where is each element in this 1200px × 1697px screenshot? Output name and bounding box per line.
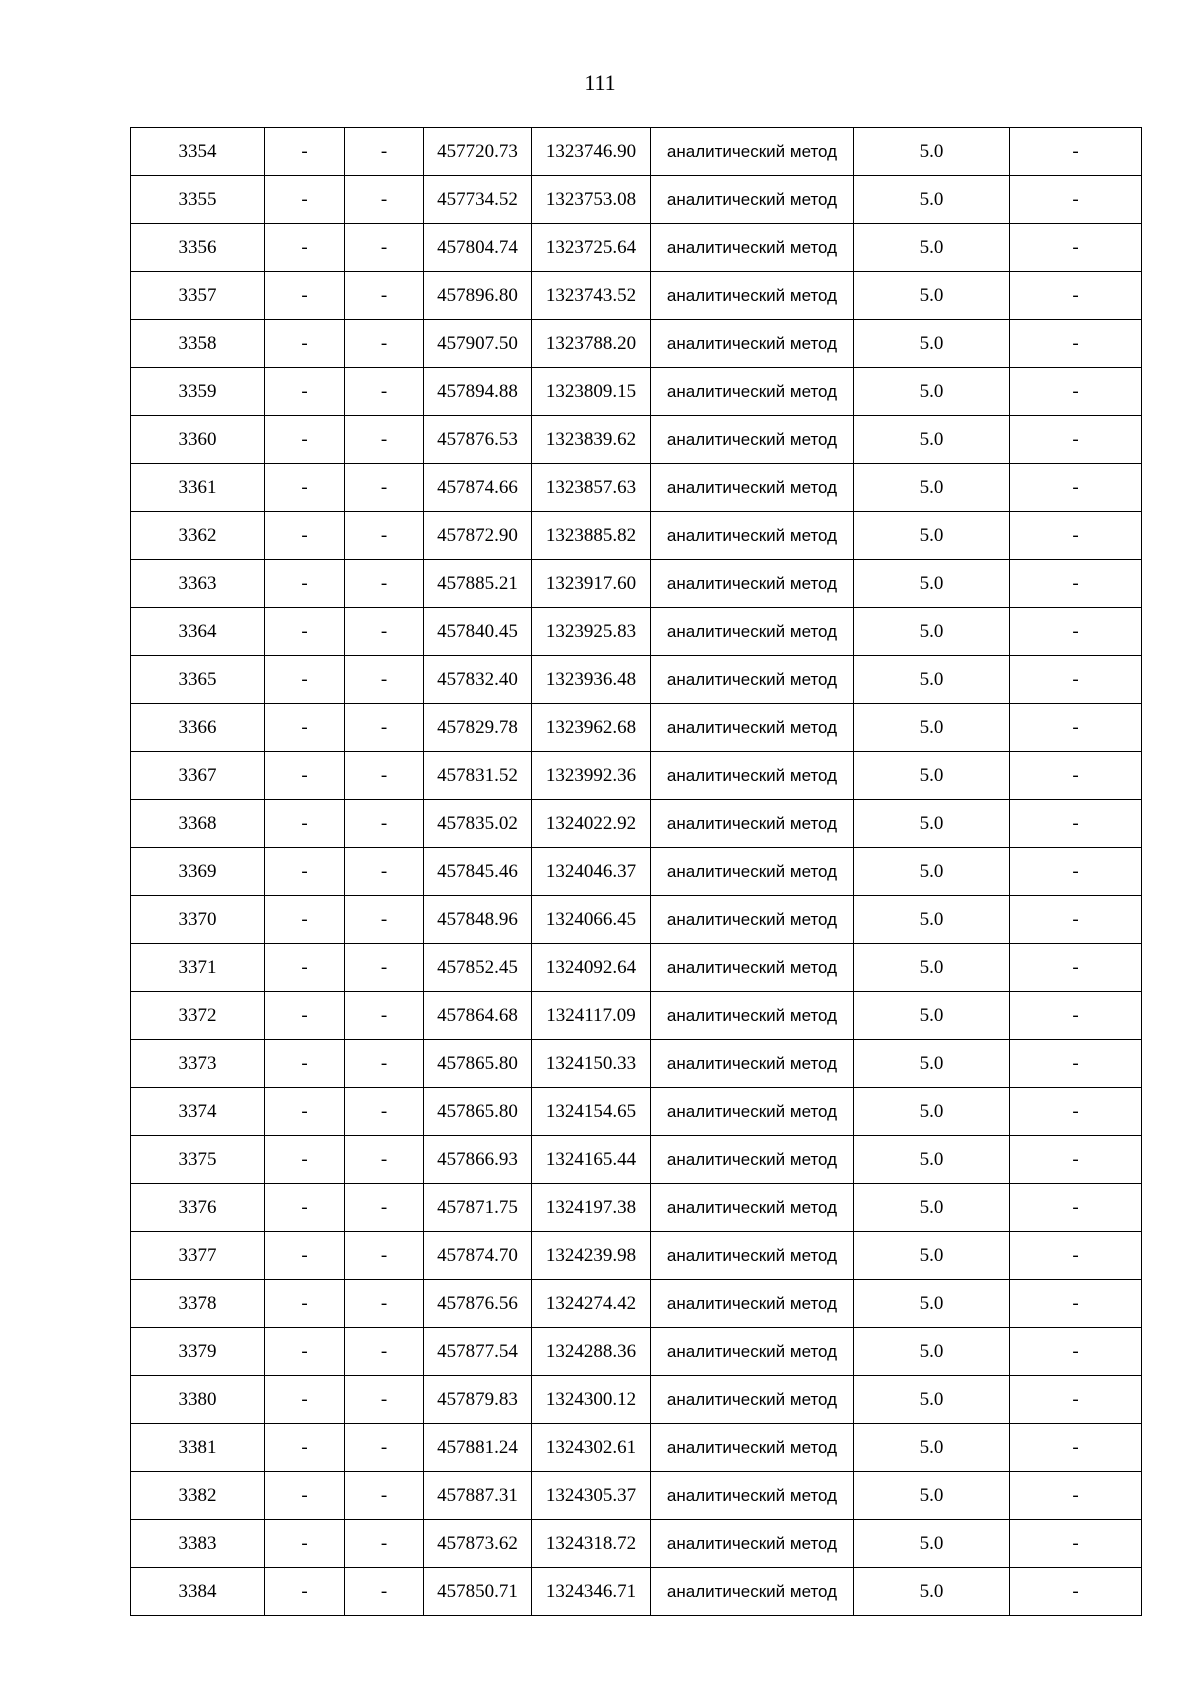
cell-column-2: - (265, 848, 345, 896)
cell-point-number: 3384 (131, 1568, 265, 1616)
cell-x-coordinate: 457845.46 (424, 848, 532, 896)
cell-column-3: - (345, 1568, 424, 1616)
table-row (131, 704, 1142, 752)
table-row (131, 1232, 1142, 1280)
cell-point-number: 3372 (131, 992, 265, 1040)
cell-y-coordinate: 1323885.82 (532, 512, 651, 560)
cell-y-coordinate: 1323917.60 (532, 560, 651, 608)
cell-column-8: - (1010, 1232, 1142, 1280)
cell-y-coordinate: 1323753.08 (532, 176, 651, 224)
table-row (131, 752, 1142, 800)
table-row (131, 1424, 1142, 1472)
cell-column-3: - (345, 1040, 424, 1088)
cell-y-coordinate: 1324154.65 (532, 1088, 651, 1136)
cell-y-coordinate: 1324239.98 (532, 1232, 651, 1280)
cell-column-8: - (1010, 752, 1142, 800)
cell-column-8: - (1010, 560, 1142, 608)
cell-precision: 5.0 (854, 1088, 1010, 1136)
cell-column-3: - (345, 848, 424, 896)
cell-precision: 5.0 (854, 1328, 1010, 1376)
cell-column-3: - (345, 1184, 424, 1232)
table-row (131, 992, 1142, 1040)
cell-column-3: - (345, 896, 424, 944)
cell-column-8: - (1010, 1136, 1142, 1184)
cell-column-2: - (265, 320, 345, 368)
table-row (131, 1088, 1142, 1136)
cell-method: аналитический метод (651, 992, 854, 1040)
cell-method: аналитический метод (651, 1376, 854, 1424)
cell-column-3: - (345, 944, 424, 992)
cell-point-number: 3378 (131, 1280, 265, 1328)
cell-x-coordinate: 457907.50 (424, 320, 532, 368)
cell-precision: 5.0 (854, 1136, 1010, 1184)
table-row (131, 1376, 1142, 1424)
cell-method: аналитический метод (651, 1328, 854, 1376)
cell-y-coordinate: 1324288.36 (532, 1328, 651, 1376)
cell-y-coordinate: 1324092.64 (532, 944, 651, 992)
table-body (131, 128, 1142, 1616)
cell-point-number: 3370 (131, 896, 265, 944)
cell-column-2: - (265, 896, 345, 944)
table-row (131, 464, 1142, 512)
cell-column-2: - (265, 1568, 345, 1616)
cell-method: аналитический метод (651, 1568, 854, 1616)
cell-x-coordinate: 457885.21 (424, 560, 532, 608)
cell-precision: 5.0 (854, 1568, 1010, 1616)
cell-column-8: - (1010, 1376, 1142, 1424)
cell-column-3: - (345, 512, 424, 560)
cell-column-3: - (345, 560, 424, 608)
cell-precision: 5.0 (854, 320, 1010, 368)
cell-point-number: 3383 (131, 1520, 265, 1568)
cell-method: аналитический метод (651, 416, 854, 464)
cell-point-number: 3365 (131, 656, 265, 704)
cell-column-2: - (265, 992, 345, 1040)
cell-column-2: - (265, 560, 345, 608)
cell-column-2: - (265, 704, 345, 752)
cell-method: аналитический метод (651, 1136, 854, 1184)
cell-column-8: - (1010, 1424, 1142, 1472)
cell-x-coordinate: 457876.56 (424, 1280, 532, 1328)
cell-method: аналитический метод (651, 1280, 854, 1328)
cell-x-coordinate: 457894.88 (424, 368, 532, 416)
cell-precision: 5.0 (854, 272, 1010, 320)
cell-column-2: - (265, 1040, 345, 1088)
cell-column-2: - (265, 1424, 345, 1472)
cell-column-2: - (265, 1232, 345, 1280)
cell-column-3: - (345, 608, 424, 656)
cell-x-coordinate: 457865.80 (424, 1040, 532, 1088)
cell-method: аналитический метод (651, 1520, 854, 1568)
cell-column-8: - (1010, 704, 1142, 752)
cell-precision: 5.0 (854, 416, 1010, 464)
cell-x-coordinate: 457852.45 (424, 944, 532, 992)
table-row (131, 560, 1142, 608)
cell-method: аналитический метод (651, 1472, 854, 1520)
cell-column-2: - (265, 1328, 345, 1376)
cell-column-3: - (345, 656, 424, 704)
cell-column-2: - (265, 1376, 345, 1424)
cell-column-8: - (1010, 1088, 1142, 1136)
cell-precision: 5.0 (854, 368, 1010, 416)
cell-precision: 5.0 (854, 1520, 1010, 1568)
cell-method: аналитический метод (651, 368, 854, 416)
cell-method: аналитический метод (651, 608, 854, 656)
cell-column-3: - (345, 416, 424, 464)
cell-column-8: - (1010, 800, 1142, 848)
cell-column-3: - (345, 176, 424, 224)
cell-column-8: - (1010, 1280, 1142, 1328)
cell-precision: 5.0 (854, 704, 1010, 752)
cell-method: аналитический метод (651, 128, 854, 176)
cell-point-number: 3371 (131, 944, 265, 992)
cell-x-coordinate: 457832.40 (424, 656, 532, 704)
cell-x-coordinate: 457876.53 (424, 416, 532, 464)
cell-y-coordinate: 1323725.64 (532, 224, 651, 272)
cell-method: аналитический метод (651, 944, 854, 992)
table-row (131, 368, 1142, 416)
cell-x-coordinate: 457720.73 (424, 128, 532, 176)
cell-y-coordinate: 1323925.83 (532, 608, 651, 656)
cell-column-8: - (1010, 896, 1142, 944)
cell-point-number: 3360 (131, 416, 265, 464)
cell-column-2: - (265, 1088, 345, 1136)
cell-point-number: 3356 (131, 224, 265, 272)
cell-column-3: - (345, 1376, 424, 1424)
cell-point-number: 3354 (131, 128, 265, 176)
coordinates-table (130, 127, 1142, 1616)
cell-column-8: - (1010, 1472, 1142, 1520)
cell-precision: 5.0 (854, 1424, 1010, 1472)
cell-y-coordinate: 1324197.38 (532, 1184, 651, 1232)
cell-x-coordinate: 457874.66 (424, 464, 532, 512)
cell-x-coordinate: 457879.83 (424, 1376, 532, 1424)
table-row (131, 896, 1142, 944)
cell-method: аналитический метод (651, 1088, 854, 1136)
cell-y-coordinate: 1324302.61 (532, 1424, 651, 1472)
cell-precision: 5.0 (854, 128, 1010, 176)
cell-column-8: - (1010, 992, 1142, 1040)
cell-point-number: 3369 (131, 848, 265, 896)
cell-column-3: - (345, 1328, 424, 1376)
cell-y-coordinate: 1324318.72 (532, 1520, 651, 1568)
cell-column-8: - (1010, 272, 1142, 320)
cell-x-coordinate: 457872.90 (424, 512, 532, 560)
cell-y-coordinate: 1323857.63 (532, 464, 651, 512)
cell-precision: 5.0 (854, 1184, 1010, 1232)
cell-precision: 5.0 (854, 848, 1010, 896)
cell-column-8: - (1010, 176, 1142, 224)
cell-precision: 5.0 (854, 1376, 1010, 1424)
cell-method: аналитический метод (651, 320, 854, 368)
cell-column-2: - (265, 224, 345, 272)
table-row (131, 1520, 1142, 1568)
cell-column-3: - (345, 224, 424, 272)
cell-column-2: - (265, 800, 345, 848)
cell-point-number: 3373 (131, 1040, 265, 1088)
cell-point-number: 3380 (131, 1376, 265, 1424)
cell-x-coordinate: 457865.80 (424, 1088, 532, 1136)
cell-point-number: 3359 (131, 368, 265, 416)
cell-precision: 5.0 (854, 896, 1010, 944)
cell-column-2: - (265, 944, 345, 992)
cell-column-8: - (1010, 512, 1142, 560)
cell-x-coordinate: 457866.93 (424, 1136, 532, 1184)
cell-point-number: 3379 (131, 1328, 265, 1376)
cell-column-2: - (265, 416, 345, 464)
cell-column-3: - (345, 464, 424, 512)
cell-column-2: - (265, 656, 345, 704)
cell-y-coordinate: 1324150.33 (532, 1040, 651, 1088)
table-row (131, 800, 1142, 848)
cell-column-3: - (345, 1232, 424, 1280)
cell-column-2: - (265, 608, 345, 656)
table-row (131, 848, 1142, 896)
cell-method: аналитический метод (651, 272, 854, 320)
cell-column-8: - (1010, 416, 1142, 464)
cell-x-coordinate: 457874.70 (424, 1232, 532, 1280)
cell-method: аналитический метод (651, 656, 854, 704)
cell-column-2: - (265, 1184, 345, 1232)
cell-precision: 5.0 (854, 1280, 1010, 1328)
cell-method: аналитический метод (651, 1424, 854, 1472)
cell-y-coordinate: 1324046.37 (532, 848, 651, 896)
cell-column-3: - (345, 800, 424, 848)
table-row (131, 512, 1142, 560)
cell-column-2: - (265, 512, 345, 560)
cell-column-8: - (1010, 1040, 1142, 1088)
cell-precision: 5.0 (854, 800, 1010, 848)
cell-method: аналитический метод (651, 848, 854, 896)
cell-column-2: - (265, 368, 345, 416)
cell-method: аналитический метод (651, 704, 854, 752)
table-row (131, 272, 1142, 320)
cell-precision: 5.0 (854, 752, 1010, 800)
cell-x-coordinate: 457881.24 (424, 1424, 532, 1472)
cell-column-8: - (1010, 1520, 1142, 1568)
cell-x-coordinate: 457829.78 (424, 704, 532, 752)
cell-point-number: 3361 (131, 464, 265, 512)
cell-column-3: - (345, 1136, 424, 1184)
table-row (131, 944, 1142, 992)
cell-y-coordinate: 1323788.20 (532, 320, 651, 368)
cell-column-8: - (1010, 224, 1142, 272)
cell-column-2: - (265, 176, 345, 224)
cell-column-2: - (265, 1520, 345, 1568)
table-row (131, 656, 1142, 704)
table-row (131, 1040, 1142, 1088)
table-row (131, 1280, 1142, 1328)
table-row (131, 320, 1142, 368)
cell-column-8: - (1010, 1568, 1142, 1616)
table-row (131, 1328, 1142, 1376)
cell-column-8: - (1010, 368, 1142, 416)
cell-method: аналитический метод (651, 1232, 854, 1280)
cell-precision: 5.0 (854, 1232, 1010, 1280)
cell-x-coordinate: 457871.75 (424, 1184, 532, 1232)
cell-x-coordinate: 457734.52 (424, 176, 532, 224)
cell-method: аналитический метод (651, 560, 854, 608)
cell-precision: 5.0 (854, 992, 1010, 1040)
cell-column-8: - (1010, 656, 1142, 704)
cell-point-number: 3367 (131, 752, 265, 800)
cell-column-8: - (1010, 464, 1142, 512)
cell-y-coordinate: 1323992.36 (532, 752, 651, 800)
cell-x-coordinate: 457804.74 (424, 224, 532, 272)
cell-x-coordinate: 457831.52 (424, 752, 532, 800)
cell-y-coordinate: 1324274.42 (532, 1280, 651, 1328)
cell-y-coordinate: 1323746.90 (532, 128, 651, 176)
cell-x-coordinate: 457873.62 (424, 1520, 532, 1568)
cell-column-8: - (1010, 608, 1142, 656)
cell-y-coordinate: 1323809.15 (532, 368, 651, 416)
cell-y-coordinate: 1324117.09 (532, 992, 651, 1040)
cell-y-coordinate: 1324346.71 (532, 1568, 651, 1616)
cell-y-coordinate: 1324022.92 (532, 800, 651, 848)
cell-precision: 5.0 (854, 176, 1010, 224)
cell-column-3: - (345, 1088, 424, 1136)
cell-x-coordinate: 457864.68 (424, 992, 532, 1040)
cell-point-number: 3362 (131, 512, 265, 560)
cell-point-number: 3375 (131, 1136, 265, 1184)
cell-point-number: 3358 (131, 320, 265, 368)
cell-column-8: - (1010, 1328, 1142, 1376)
cell-point-number: 3366 (131, 704, 265, 752)
table-row (131, 224, 1142, 272)
cell-column-3: - (345, 752, 424, 800)
cell-x-coordinate: 457887.31 (424, 1472, 532, 1520)
cell-method: аналитический метод (651, 512, 854, 560)
cell-column-8: - (1010, 944, 1142, 992)
cell-point-number: 3355 (131, 176, 265, 224)
cell-point-number: 3381 (131, 1424, 265, 1472)
table-row (131, 416, 1142, 464)
cell-precision: 5.0 (854, 560, 1010, 608)
cell-y-coordinate: 1324300.12 (532, 1376, 651, 1424)
table-row (131, 176, 1142, 224)
cell-y-coordinate: 1324305.37 (532, 1472, 651, 1520)
cell-point-number: 3364 (131, 608, 265, 656)
cell-method: аналитический метод (651, 896, 854, 944)
cell-point-number: 3382 (131, 1472, 265, 1520)
table-row (131, 1184, 1142, 1232)
cell-column-8: - (1010, 320, 1142, 368)
cell-point-number: 3368 (131, 800, 265, 848)
cell-precision: 5.0 (854, 608, 1010, 656)
cell-method: аналитический метод (651, 1184, 854, 1232)
cell-point-number: 3374 (131, 1088, 265, 1136)
cell-point-number: 3377 (131, 1232, 265, 1280)
cell-column-8: - (1010, 848, 1142, 896)
cell-point-number: 3357 (131, 272, 265, 320)
table-row (131, 128, 1142, 176)
cell-method: аналитический метод (651, 176, 854, 224)
cell-y-coordinate: 1323962.68 (532, 704, 651, 752)
cell-column-3: - (345, 992, 424, 1040)
cell-column-8: - (1010, 128, 1142, 176)
table-row (131, 1136, 1142, 1184)
cell-column-2: - (265, 1280, 345, 1328)
cell-column-3: - (345, 1280, 424, 1328)
cell-column-2: - (265, 464, 345, 512)
cell-y-coordinate: 1323936.48 (532, 656, 651, 704)
cell-precision: 5.0 (854, 944, 1010, 992)
cell-y-coordinate: 1324165.44 (532, 1136, 651, 1184)
cell-y-coordinate: 1324066.45 (532, 896, 651, 944)
cell-column-3: - (345, 320, 424, 368)
table-row (131, 1472, 1142, 1520)
cell-column-2: - (265, 752, 345, 800)
cell-column-3: - (345, 704, 424, 752)
cell-column-2: - (265, 1472, 345, 1520)
cell-column-3: - (345, 1472, 424, 1520)
cell-precision: 5.0 (854, 464, 1010, 512)
cell-precision: 5.0 (854, 1040, 1010, 1088)
table-row (131, 608, 1142, 656)
cell-method: аналитический метод (651, 224, 854, 272)
cell-x-coordinate: 457848.96 (424, 896, 532, 944)
table-row (131, 1568, 1142, 1616)
cell-point-number: 3376 (131, 1184, 265, 1232)
cell-x-coordinate: 457877.54 (424, 1328, 532, 1376)
cell-x-coordinate: 457896.80 (424, 272, 532, 320)
cell-y-coordinate: 1323743.52 (532, 272, 651, 320)
cell-y-coordinate: 1323839.62 (532, 416, 651, 464)
cell-method: аналитический метод (651, 1040, 854, 1088)
cell-x-coordinate: 457850.71 (424, 1568, 532, 1616)
cell-x-coordinate: 457840.45 (424, 608, 532, 656)
page-number: 111 (584, 70, 616, 95)
cell-column-2: - (265, 128, 345, 176)
cell-precision: 5.0 (854, 224, 1010, 272)
cell-column-3: - (345, 272, 424, 320)
cell-method: аналитический метод (651, 752, 854, 800)
cell-point-number: 3363 (131, 560, 265, 608)
cell-column-3: - (345, 1424, 424, 1472)
cell-column-2: - (265, 272, 345, 320)
cell-column-3: - (345, 1520, 424, 1568)
cell-precision: 5.0 (854, 1472, 1010, 1520)
cell-precision: 5.0 (854, 656, 1010, 704)
cell-column-2: - (265, 1136, 345, 1184)
cell-method: аналитический метод (651, 464, 854, 512)
cell-column-8: - (1010, 1184, 1142, 1232)
cell-method: аналитический метод (651, 800, 854, 848)
cell-column-3: - (345, 128, 424, 176)
cell-precision: 5.0 (854, 512, 1010, 560)
cell-column-3: - (345, 368, 424, 416)
cell-x-coordinate: 457835.02 (424, 800, 532, 848)
